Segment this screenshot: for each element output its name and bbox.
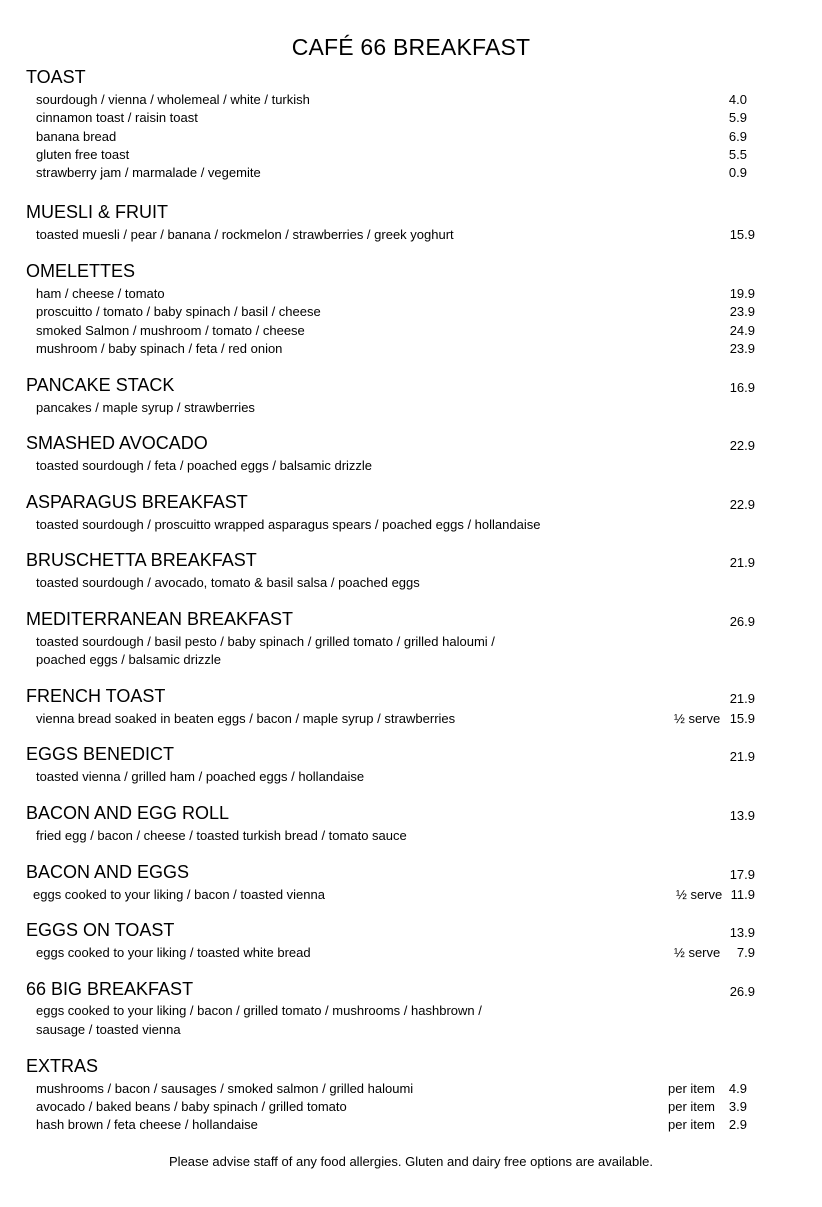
- big-breakfast-description: eggs cooked to your liking / bacon / grilled tomato / mushrooms / hashbrown /: [36, 1003, 482, 1018]
- section-heading-muesli: MUESLI & FRUIT: [26, 202, 169, 222]
- extras-per-item-label: per item: [668, 1099, 715, 1114]
- omelette-item-name: proscuitto / tomato / baby spinach / basil / cheese: [36, 304, 321, 319]
- extras-item-name: hash brown / feta cheese / hollandaise: [36, 1117, 258, 1132]
- mediterranean-description: poached eggs / balsamic drizzle: [36, 652, 221, 667]
- toast-item-price: 5.5: [728, 147, 747, 162]
- section-heading-toast: TOAST: [26, 67, 86, 87]
- eggs-on-toast-half-label: ½ serve: [674, 945, 721, 960]
- french-toast-price: 21.9: [729, 691, 755, 706]
- omelette-item-price: 23.9: [729, 304, 755, 319]
- eggs-benedict-description: toasted vienna / grilled ham / poached eggs / hollandaise: [36, 769, 365, 784]
- extras-per-item-label: per item: [668, 1117, 715, 1132]
- french-toast-description: vienna bread soaked in beaten eggs / bacon / maple syrup / strawberries: [36, 711, 456, 726]
- toast-item-price: 5.9: [728, 110, 747, 125]
- bruschetta-price: 21.9: [729, 555, 755, 570]
- toast-item-name: sourdough / vienna / wholemeal / white / turkish: [36, 92, 310, 107]
- omelette-item-name: smoked Salmon / mushroom / tomato / cheese: [36, 323, 305, 338]
- bacon-egg-roll-description: fried egg / bacon / cheese / toasted turkish bread / tomato sauce: [36, 828, 407, 843]
- omelette-item-price: 24.9: [729, 323, 755, 338]
- toast-item-name: banana bread: [36, 129, 117, 144]
- omelette-item-price: 23.9: [729, 341, 755, 356]
- pancake-description: pancakes / maple syrup / strawberries: [36, 400, 255, 415]
- eggs-benedict-price: 21.9: [729, 749, 755, 764]
- section-heading-asparagus: ASPARAGUS BREAKFAST: [26, 492, 248, 512]
- section-heading-bacon-egg-roll: BACON AND EGG ROLL: [26, 803, 230, 823]
- section-heading-bacon-and-eggs: BACON AND EGGS: [26, 862, 190, 882]
- extras-item-price: 4.9: [728, 1081, 747, 1096]
- french-toast-half-price: 15.9: [729, 711, 755, 726]
- pancake-price: 16.9: [729, 380, 755, 395]
- toast-item-name: cinnamon toast / raisin toast: [36, 110, 198, 125]
- bacon-and-eggs-half-price: 11.9: [730, 887, 755, 902]
- asparagus-description: toasted sourdough / proscuitto wrapped asparagus spears / poached eggs / hollandaise: [36, 517, 541, 532]
- toast-item-name: strawberry jam / marmalade / vegemite: [36, 165, 261, 180]
- omelette-item-price: 19.9: [729, 286, 755, 301]
- asparagus-price: 22.9: [729, 497, 755, 512]
- toast-item-price: 0.9: [728, 165, 747, 180]
- avocado-price: 22.9: [729, 438, 755, 453]
- omelette-item-name: mushroom / baby spinach / feta / red onion: [36, 341, 283, 356]
- section-heading-big-breakfast: 66 BIG BREAKFAST: [26, 979, 194, 999]
- section-heading-eggs-on-toast: EGGS ON TOAST: [26, 920, 175, 940]
- omelette-item-name: ham / cheese / tomato: [36, 286, 165, 301]
- toast-item-name: gluten free toast: [36, 147, 130, 162]
- section-heading-bruschetta: BRUSCHETTA BREAKFAST: [26, 550, 257, 570]
- bruschetta-description: toasted sourdough / avocado, tomato & basil salsa / poached eggs: [36, 575, 420, 590]
- section-heading-avocado: SMASHED AVOCADO: [26, 433, 208, 453]
- section-heading-omelettes: OMELETTES: [26, 261, 136, 281]
- muesli-item-price: 15.9: [729, 227, 755, 242]
- eggs-on-toast-half-price: 7.9: [736, 945, 755, 960]
- mediterranean-price: 26.9: [729, 614, 755, 629]
- toast-item-price: 6.9: [728, 129, 747, 144]
- extras-item-price: 3.9: [728, 1099, 747, 1114]
- eggs-on-toast-price: 13.9: [729, 925, 755, 940]
- french-toast-half-label: ½ serve: [674, 711, 721, 726]
- section-heading-mediterranean: MEDITERRANEAN BREAKFAST: [26, 609, 294, 629]
- section-heading-french-toast: FRENCH TOAST: [26, 686, 166, 706]
- menu-title: CAFÉ 66 BREAKFAST: [291, 34, 531, 60]
- toast-item-price: 4.0: [728, 92, 747, 107]
- section-heading-pancake: PANCAKE STACK: [26, 375, 175, 395]
- extras-item-price: 2.9: [728, 1117, 747, 1132]
- extras-item-name: mushrooms / bacon / sausages / smoked salmon / grilled haloumi: [36, 1081, 414, 1096]
- bacon-and-eggs-description: eggs cooked to your liking / bacon / toasted vienna: [33, 887, 325, 902]
- eggs-on-toast-description: eggs cooked to your liking / toasted white bread: [36, 945, 311, 960]
- extras-per-item-label: per item: [668, 1081, 715, 1096]
- allergy-notice: Please advise staff of any food allergies. Gluten and dairy free options are available.: [169, 1154, 653, 1169]
- muesli-item-name: toasted muesli / pear / banana / rockmelon / strawberries / greek yoghurt: [36, 227, 454, 242]
- section-heading-eggs-benedict: EGGS BENEDICT: [26, 744, 175, 764]
- big-breakfast-price: 26.9: [729, 984, 755, 999]
- bacon-and-eggs-price: 17.9: [729, 867, 755, 882]
- section-heading-extras: EXTRAS: [26, 1056, 99, 1076]
- bacon-and-eggs-half-label: ½ serve: [676, 887, 723, 902]
- mediterranean-description: toasted sourdough / basil pesto / baby spinach / grilled tomato / grilled haloumi /: [36, 634, 495, 649]
- big-breakfast-description: sausage / toasted vienna: [36, 1022, 181, 1037]
- avocado-description: toasted sourdough / feta / poached eggs / balsamic drizzle: [36, 458, 373, 473]
- bacon-egg-roll-price: 13.9: [729, 808, 755, 823]
- extras-item-name: avocado / baked beans / baby spinach / grilled tomato: [36, 1099, 347, 1114]
